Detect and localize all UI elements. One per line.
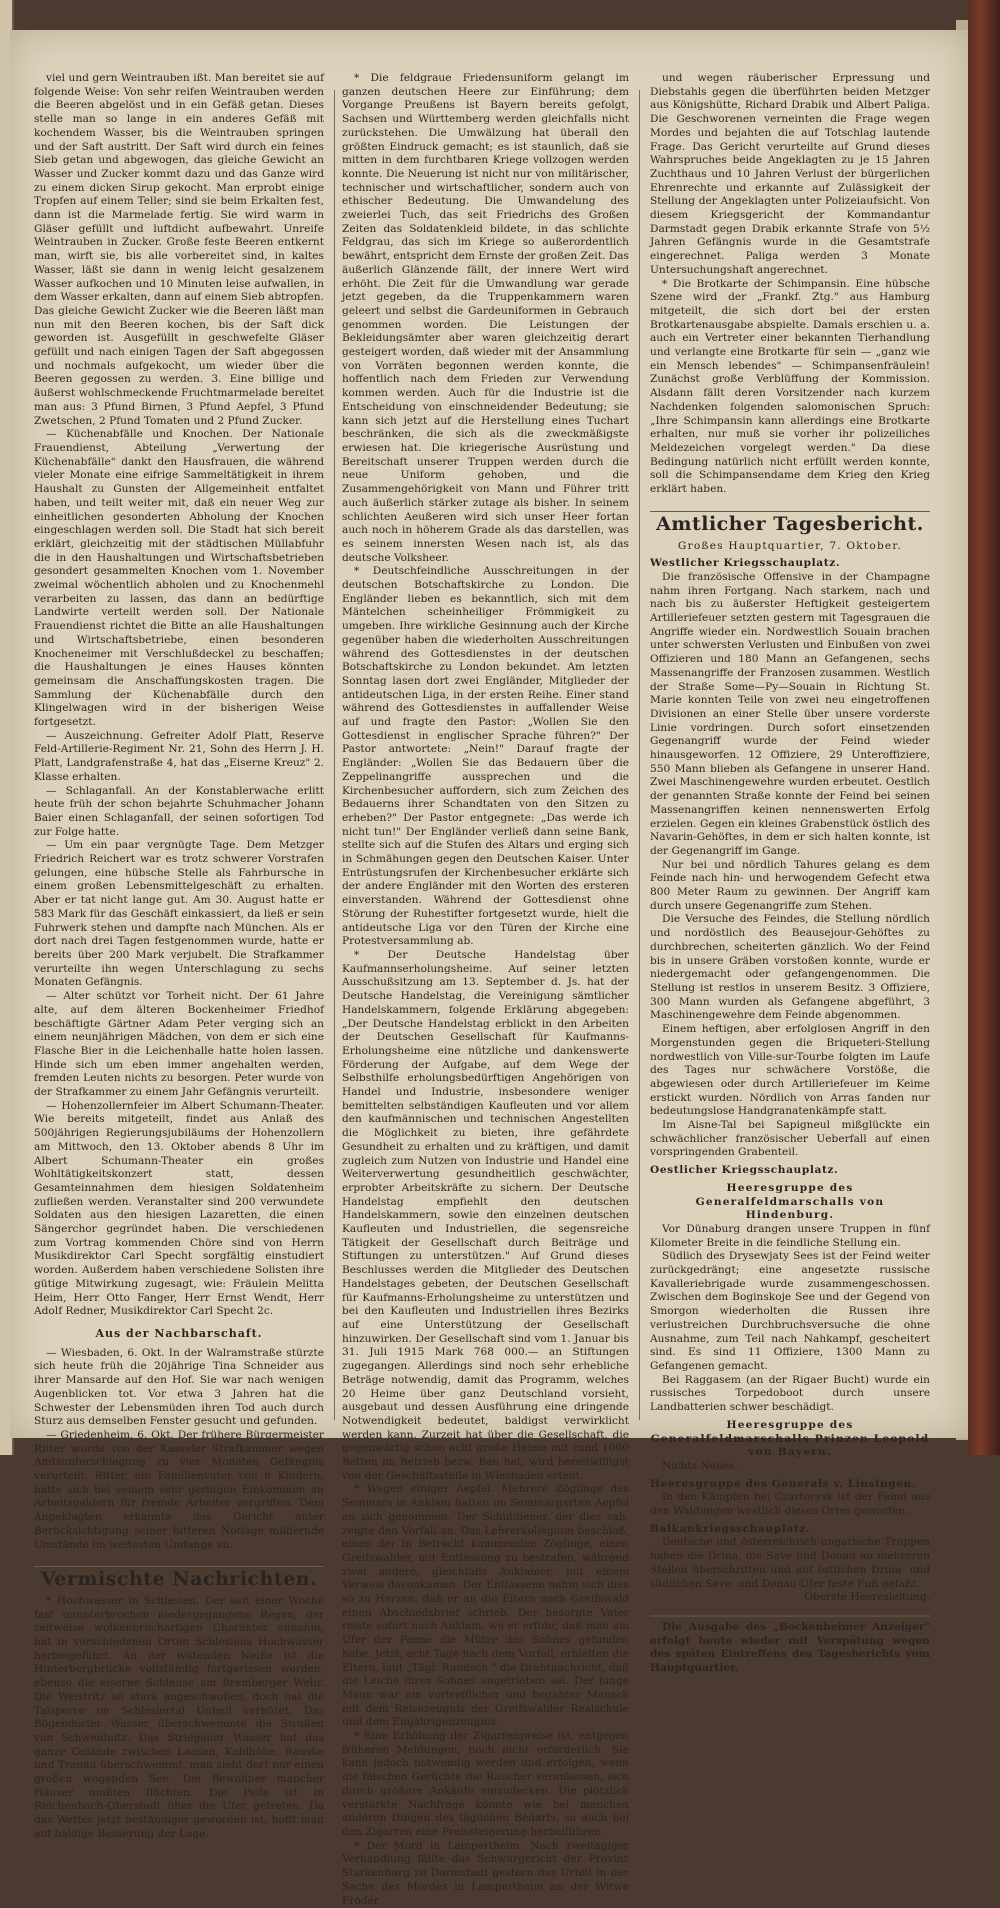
column-rule (639, 90, 640, 1420)
article-paragraph: * Eine Erhöhung der Zigarrenpreise ist, entgegen früheren Meldungen, noch nicht erforderlich. Sie kann jedoch notwendig werden und erfolgen, wenn die falschen Gerüchte die Raucher veranlassen, sich durch größere Ankäufe einzudecken. Die plötzlich verstärkte Nachfrage könnte wie bei manchen anderen Dingen des täglichen Bedarfs, so auch bei den Zigarren eine Preissteigerung herbeiführen. (342, 1730, 629, 1838)
report-paragraph: Nur bei und nördlich Tahures gelang es dem Feinde nach hin- und herwogendem Gefecht etwa 800 Meter Raum zu gewinnen. Der Angriff kam durch unsere Gegenangriffe zum Stehen. (650, 858, 930, 912)
article-paragraph: — Um ein paar vergnügte Tage. Dem Metzger Friedrich Reichert war es trotz schwerer Vorstrafen gelungen, eine hübsche Stelle als Fahrbursche in einem großen Lebensmittelgeschäft zu erhalten. Aber er tat nicht lange gut. Am 30. August hatte er 583 Mark für das Geschäft einkassiert, da ließ er sein Fuhrwerk stehen und dampfte nach München. Als er dort nach drei Tagen festgenommen wurde, hatte er bereits über 200 Mark verjubelt. Die Strafkammer verurteilte ihn wegen Unterschlagung zu sechs Monaten Gefängnis. (34, 839, 324, 989)
report-paragraph: Die französische Offensive in der Champagne nahm ihren Fortgang. Nach starkem, nach und nach bis zu äußerster Heftigkeit gesteigertem Artilleriefeuer setzten gestern mit Tagesgrauen die Angriffe wieder ein. Nordwestlich Souain brachen unter schwersten Verlusten und Einbußen von zwei Offizieren und 180 Mann an Gefangenen, sechs Massenangriffe der Franzosen zusammen. Westlich der Straße Some—Py—Souain in Richtung St. Marie konnten Teile von zwei neu eingetroffenen Divisionen an einer Stelle über unsere vorderste Linie vordringen. Durch sofort einsetzenden Gegenangriff wurde der Feind wieder hinausgeworfen. 12 Offiziere, 29 Unteroffiziere, 550 Mann blieben als Gefangene in unserer Hand. Zwei Maschinengewehre wurden erbeutet. Oestlich der genannten Straße konnte der Feind bei seinen Massenangriffen keinen nennenswerten Erfolg erzielen. Gegen ein kleines Grabenstück östlich des Navarin-Gehöftes, in dem er sich halten konnte, ist der Gegenangriff im Gange. (650, 570, 930, 857)
article-paragraph: — Küchenabfälle und Knochen. Der Nationale Frauendienst, Abteilung „Verwertung der Küchenabfälle" dankt den Hausfrauen, die während vieler Monate eine eifrige Sammeltätigkeit in ihrem Haushalt zu Gunsten der Allgemeinheit entfaltet haben, und teilt weiter mit, daß ein neuer Weg zur einheitlichen gesonderten Abholung der Knochen eingeschlagen werden soll. Die Stadt hat sich bereit erklärt, gleichzeitig mit der städtischen Müllabfuhr die in den Haushaltungen und Wirtschaftsbetrieben gesondert gesammelten Knochen vom 1. November zweimal wöchentlich abholen und zu Knochenmehl verarbeiten zu lassen, das dann an bedürftige Landwirte verteilt werden soll. Der Nationale Frauendienst richtet die Bitte an alle Haushaltungen und Wirtschaftsbetriebe, einen besonderen Knocheneimer mit Verschlußdeckel zu beschaffen; die Haushaltungen je eines Hauses könnten gemeinsam die Anschaffungskosten tragen. Die Sammlung der Küchenabfälle durch den Klingelwagen wird in der bisherigen Weise fortgesetzt. (34, 428, 324, 729)
article-paragraph: viel und gern Weintrauben ißt. Man bereitet sie auf folgende Weise: Von sehr reifen Weintrauben werden die Beeren abgelöst und in ein Gefäß getan. Dieses stelle man so lange in ein anderes Gefäß mit kochendem Wasser, bis die Weintrauben springen und der Saft austritt. Der Saft wird durch ein feines Sieb getan und abgewogen, das gleiche Gewicht an Wasser und Zucker kommt dazu und das Ganze wird zu einem dicken Sirup gekocht. Man erprobt einige Tropfen auf einem Teller; sind sie beim Erkalten fest, dann ist die Marmelade fertig. Sie wird warm in Gläser gefüllt und luftdicht aufbewahrt. Unreife Weintrauben in Zucker. Große feste Beeren entkernt man, wirft sie, bis alle vorbereitet sind, in kaltes Wasser, läßt sie dann in wenig leicht gesalzenem Wasser aufkochen und 10 Minuten leise aufwallen, in dem Wasser erkalten, dann auf einem Sieb abtropfen. Das gleiche Gewicht Zucker wie die Beeren läßt man nun mit den Beeren kochen, bis der Saft dick geworden ist. Ausgefüllt in geschwefelte Gläser gefüllt und nach einigen Tagen der Saft abgegossen und nochmals aufgekocht, um wieder über die Beeren gegossen zu werden. 3. Eine billige und äußerst wohlschmeckende Fruchtmarmelade bereitet man aus: 3 Pfund Birnen, 3 Pfund Aepfel, 3 Pfund Zwetschen, 2 Pfund Tomaten und 2 Pfund Zucker. (34, 72, 324, 427)
report-paragraph: Nichts Neues. (662, 1459, 738, 1472)
report-army-group: Heeresgruppe des Generalfeldmarschalls Prinzen Leopold von Bayern. (650, 1418, 930, 1459)
article-paragraph: — Auszeichnung. Gefreiter Adolf Platt, Reserve Feld-Artillerie-Regiment Nr. 21, Sohn des Herrn J. H. Platt, Landgrafenstraße 4, hat das „Eiserne Kreuz" 2. Klasse erhalten. (34, 729, 324, 783)
column-left (34, 72, 324, 1840)
newspaper-page (10, 30, 968, 1907)
report-paragraph: Im Aisne-Tal bei Sapigneul mißglückte ein schwächlicher französischer Ueberfall auf einen vorspringenden Grabenteil. (650, 1119, 930, 1159)
article-paragraph: * Deutschfeindliche Ausschreitungen in der deutschen Botschaftskirche zu London. Die Engländer lieben es bekanntlich, sich mit dem Mäntelchen scheinheiliger Frömmigkeit zu umgeben. Ihre wirkliche Gesinnung auch der Kirche gegenüber haben die wiederholten Ausschreitungen während des Gottesdienstes in der deutschen Botschaftskirche zu London bekundet. Am letzten Sonntag lasen dort zwei Engländer, Mitglieder der antideutschen Liga, in der ersten Reihe. Einer stand während des Gottesdienstes in auffallender Weise auf und fragte den Pastor: „Wollen Sie den Gottesdienst in englischer Sprache führen?" Der Pastor antwortete: „Nein!" Darauf fragte der Engländer: „Wollen Sie das Bedauern über die Zeppelinangriffe aussprechen und die Kirchenbesucher auffordern, sich zum Zeichen des Bedauerns ihrer Schandtaten von den Sitzen zu erheben?" Der Pastor entgegnete: „Das werde ich nicht tun!" Der Engländer verließ dann seine Bank, stellte sich auf die Stufen des Altars und erging sich in Schmähungen gegen den Deutschen Kaiser. Unter Entrüstungsrufen der Kirchenbesucher erklärte sich der andere Engländer mit den Worten des ersteren einverstanden. Während der Gottesdienst ohne Störung der Ruhestifter fortgesetzt wurde, hielt die antideutsche Liga vor den Türen der Kirche eine Protestversammlung ab. (342, 565, 629, 948)
article-paragraph: — Wiesbaden, 6. Okt. In der Walramstraße stürzte sich heute früh die 20jährige Tina Schneider aus ihrer Mansarde auf den Hof. Sie war nach wenigen Augenblicken tot. Vor etwa 3 Jahren hat die Schwester der Lebensmüden ihren Tod auch durch Sturz aus demselben Fenster gesucht und gefunden. (34, 1346, 324, 1428)
article-paragraph: * Der Deutsche Handelstag über Kaufmannserholungsheime. Auf seiner letzten Ausschußsitzung am 13. September d. Js. hat der Deutsche Handelstag, die Vereinigung sämtlicher Handelskammern, folgende Erklärung abgegeben: „Der Deutsche Handelstag erblickt in den Arbeiten der Deutschen Gesellschaft für Kaufmanns-Erholungsheime eine nützliche und dankenswerte Förderung der Aufgabe, auf dem Wege der Selbsthilfe erholungsbedürftigen Angehörigen von Handel und Industrie, insbesondere weniger bemittelten selbständigen Kaufleuten und vor allem den kaufmännischen und technischen Angestellten die Möglichkeit zu bieten, ihre gefährdete Gesundheit zu erhalten und zu kräftigen, und damit zugleich zum Nutzen von Industrie und Handel eine Weiterverwertung gesundheitlich geschwächter, erprobter Arbeitskräfte zu sichern. Der Deutsche Handelstag empfiehlt den deutschen Handelskammern, sowie den einzelnen deutschen Kaufleuten und Industriellen, die segensreiche Tätigkeit der Gesellschaft durch Beiträge und Stiftungen zu unterstützen." Auf Grund dieses Beschlusses werden die Mitglieder des Deutschen Handelstages gebeten, der Deutschen Gesellschaft für Kaufmanns-Erholungsheime zu unterstützen und bei den Kaufleuten und Industriellen ihres Bezirks auf eine Unterstützung der Gesellschaft hinzuwirken. Der Gesellschaft sind vom 1. Januar bis 31. Juli 1915 Mark 768 000.— an Stiftungen zugegangen. Allerdings sind noch sehr erhebliche Beträge notwendig, damit das Programm, welches 20 Heime über ganz Deutschland vorsieht, ausgebaut und dessen Ausführung eine dringende Notwendigkeit bedeutet, baldigst verwirklicht werden kann. Zurzeit hat über die Gesellschaft, die gegenwärtig schon acht große Heime mit rund 1000 Betten im Betrieb bezw. Bau hat, wird bereitwilligst von der Geschäftsstelle in Wiesbaden erteilt. (342, 949, 629, 1482)
report-army-group: Heeresgruppe des Generals v. Linsingen. (650, 1477, 917, 1490)
report-army-group: Heeresgruppe des Generalfeldmarschalls von Hindenburg. (695, 1181, 885, 1222)
report-paragraph: Südlich des Drysewjaty Sees ist der Feind weiter zurückgedrängt; eine angesetzte russische Kavalleriebrigade wurde zusammengeschossen. Zwischen dem Boginskoje See und der Gegend von Smorgon wiederholten die Russen ihre verlustreichen Durchbruchsversuche die ohne Ausnahme, zum Teil nach Nahkampf, gescheitert sind. Es sind 11 Offiziere, 1300 Mann zu Gefangenen gemacht. (650, 1250, 930, 1372)
section-heading-nachbarschaft: Aus der Nachbarschaft. (95, 1326, 263, 1340)
report-subheading: Oestlicher Kriegsschauplatz. (650, 1164, 839, 1177)
report-paragraph: Die Versuche des Feindes, die Stellung nördlich und nordöstlich des Beausejour-Gehöftes zu durchbrechen, scheiterten gänzlich. Wo der Feind bis in unsere Gräben vorstoßen konnte, wurde er niedergemacht oder gefangengenommen. Die Stellung ist restlos in unserem Besitz. 3 Offiziere, 300 Mann wurden als Gefangene abgeführt, 3 Maschinengewehre dem Feinde abgenommen. (650, 913, 930, 1022)
article-paragraph: * Hochwasser in Schlesien. Der seit einer Woche fast ununterbrochen niedergegangene Regen, der zeitweise wolkenbruchartigen Charakter annahm, hat in verschiedenen Orten Schlesiens Hochwasser herbeigeführt. An der wütenden Neiße ist die Hinterbergbrücke vollständig fortgerissen worden, ebenso die eiserne Schleuse am Bremberger Wehr. Die Weistritz ist stark angeschwollen, doch hat die Talsperre im Schlesiertal Unheil verhütet. Das Bögendorfer Wasser überschwemmte die Straßen von Schweidnitz. Das Striegauer Wasser hat das ganze Gelände zwischen Laasan, Kohlhöhe, Rauske und Tranau überschwemmt, man sieht dort nur einen großen wogenden See. Die Bewohner mancher Häuser mußten flüchten. Die Peile ist in Reichenbach-Oberstadt über die Ufer getreten. Da das Wetter jetzt beständiger geworden ist, hofft man auf baldige Besserung der Lage. (34, 1594, 324, 1840)
column-middle (342, 72, 629, 1907)
book-spine (968, 0, 1000, 1455)
article-paragraph: * Wegen einiger Aepfel. Mehrere Zöglinge des Seminars in Anklam hatten im Seminargarten Aepfel an sich genommen. Der Schuldiener, der dies sah, zeigte den Vorfall an. Das Lehrerkollegium beschloß, einen der in Betracht kommenden Zöglinge, einen Greifswalder, mit Entlassung zu bestrafen, während zwei andere, gleichfalls Anklamer, mit einem Verweis davonkamen. Der Entlassene nahm sich dies so zu Herzen, daß er an die Eltern nach Greifswald einen Abschiedsbrief schrieb. Der besorgte Vater reiste sofort nach Anklam, wo er erfuhr, daß man am Ufer der Peene die Mütze des Sohnes gefunden habe. Jetzt, acht Tage nach dem Vorfall, erhielten die Eltern, laut „Tägl. Rundsch." die Drahtnachricht, daß die Leiche ihres Sohnes angetrieben sei. Der junge Mann war ein vortrefflicher und begabter Mensch mit dem Reisezeugnis der Greifswalder Realschule und dem Einjährigenzeugnis. (342, 1483, 629, 1729)
article-paragraph: — Schlaganfall. An der Konstablerwache erlitt heute früh der schon bejahrte Schuhmacher Johann Baier einen Schlaganfall, der seinen sofortigen Tod zur Folge hatte. (34, 784, 324, 838)
report-paragraph: Bei Raggasem (an der Rigaer Bucht) wurde ein russisches Torpedoboot durch unsere Landbatterien schwer beschädigt. (650, 1373, 930, 1414)
delay-notice: Die Ausgabe des „Bockenheimer Anzeiger" erfolgt heute wieder mit Verspätung wegen des späten Eintreffens des Tagesberichts vom Hauptquartier. (650, 1615, 930, 1676)
column-right (650, 72, 930, 1675)
report-signature: Oberste Heeresleitung. (804, 1591, 930, 1604)
article-paragraph: und wegen räuberischer Erpressung und Diebstahls gegen die überführten beiden Metzger aus Königshütte, Richard Drabik und Albert Paliga. Die Geschworenen verneinten die Frage wegen Mordes und bejahten die auf Totschlag lautende Frage. Das Gericht verurteilte auf Grund dieses Wahrspruches beide Angeklagten zu je 15 Jahren Zuchthaus und 10 Jahren Verlust der bürgerlichen Ehrenrechte und erkannte auf Zulässigkeit der Stellung der Angeklagten unter Polizeiaufsicht. Von diesem Kriegsgericht der Kommandantur Darmstadt gegen Drabik erkannte Strafe von 5½ Jahren Gefängnis wurde in die Gesamtstrafe eingerechnet. Paliga werden 3 Monate Untersuchungshaft angerechnet. (650, 72, 930, 276)
article-paragraph: — Griedenheim, 6. Okt. Der frühere Bürgermeister Ritter wurde von der Kasseler Strafkammer wegen Amtsunterschlagung zu vier Monaten Gefängnis verurteilt. Ritter, ein Familienvater von 8 Kindern, hatte sich bei seinem sehr geringen Einkommen an Arbeitsgeldern für fremde Arbeiter vergriffen. Dem Angeklagten erkannte das Gericht unter Berücksichtigung seiner bitteren Notlage mildernde Umstände im weitesten Umfange zu. (34, 1428, 324, 1551)
article-paragraph: — Hohenzollernfeier im Albert Schumann-Theater. Wie bereits mitgeteilt, findet aus Anlaß des 500jährigen Regierungsjubiläums der Hohenzollern am Mittwoch, den 13. Oktober abends 8 Uhr im Albert Schumann-Theater ein großes Wohltätigkeitskonzert statt, dessen Gesamteinnahmen dem hiesigen Soldatenheim zufließen werden. Veranstalter sind 200 verwundete Soldaten aus den hiesigen Lazaretten, die einen Sängerchor gegründet haben. Die verschiedenen zum Vortrag kommenden Chöre sind von Herrn Musikdirektor Carl Specht sorgfältig einstudiert worden. Außerdem haben verschiedene Solisten ihre gütige Mitwirkung zugesagt, wie: Fräulein Melitta Heim, Herr Otto Fanger, Herr Ernst Wendt, Herr Adolf Redner, Musikdirektor Carl Specht 2c. (34, 1099, 324, 1318)
report-subheading: Westlicher Kriegsschauplatz. (650, 557, 841, 570)
report-paragraph: Einem heftigen, aber erfolglosen Angriff in den Morgenstunden gegen die Briqueteri-Stellung nordwestlich von Ville-sur-Tourbe folgten im Laufe des Tages nur schwächere Vorstöße, die abgewiesen oder durch Artilleriefeuer im Keime erstickt wurden. Nördlich von Arras fanden nur bedeutungslose Handgranatenkämpfe statt. (650, 1023, 930, 1118)
section-heading-tagesbericht: Amtlicher Tagesbericht. (650, 511, 930, 532)
article-paragraph: — Alter schützt vor Torheit nicht. Der 61 Jahre alte, auf dem älteren Bockenheimer Friedhof beschäftigte Gärtner Adam Peter verging sich an einem neunjährigen Mädchen, von dem er sich eine Flasche Bier in die Leichenhalle hatte holen lassen. Hinde sich um eben immer angehalten werden, fremden Leuten nichts zu besorgen. Peter wurde von der Strafkammer zu einem Jahr Gefängnis verurteilt. (34, 990, 324, 1099)
article-paragraph: * Der Mord in Lampertheim. Nach zweitägiger Verhandlung fällte das Schwurgericht der Provinz Starkenburg zu Darmstadt gestern das Urteil in der Sache des Mordes in Lampertheim an der Witwe Fröder (342, 1839, 629, 1907)
section-heading-vermischte: Vermischte Nachrichten. (34, 1566, 324, 1587)
report-paragraph: In den Kämpfen bei Czartorysk ist der Feind aus den Waldungen westlich dieses Ortes geworfen. (650, 1491, 930, 1518)
report-paragraph: Vor Dünaburg drangen unsere Truppen in fünf Kilometer Breite in die feindliche Stellung ein. (650, 1222, 930, 1249)
article-paragraph: * Die Brotkarte der Schimpansin. Eine hübsche Szene wird der „Frankf. Ztg." aus Hamburg mitgeteilt, die sich dort bei der ersten Brotkartenausgabe abspielte. Damals erschien u. a. auch ein Vertreter einer bekannten Tierhandlung und verlangte eine Brotkarte für sein — „ganz wie ein Mensch lebendes" — Schimpansenfräulein! Zunächst große Verblüffung der Kommission. Alsdann fällt deren Vorsitzender nach kurzem Nachdenken folgenden salomonischen Spruch: „Ihre Schimpansin kann allerdings eine Brotkarte erhalten, nur muß sie vorher ihr polizeiliches Meldezeichen vorgelegt werden." Da diese Bedingung natürlich nicht erfüllt werden konnte, soll die Schimpansendame dem Krieg den Krieg erklärt haben. (650, 277, 930, 496)
article-paragraph: * Die feldgraue Friedensuniform gelangt im ganzen deutschen Heere zur Einführung; dem Vorgange Preußens ist Bayern bereits gefolgt, Sachsen und Württemberg werden gleichfalls nicht zurückstehen. Die Umwälzung hat überall den größten Eindruck gemacht; es ist staunlich, daß sie mitten in dem furchtbaren Kriege vollzogen werden konnte. Die Neuerung ist nicht nur von militärischer, technischer und wirtschaftlicher, sondern auch von ethischer Bedeutung. Die Umwandelung des zweierlei Tuch, das seit Friedrichs des Großen Zeiten das Soldatenkleid bildete, in das schlichte Feldgrau, das sich im Kriege so außerordentlich bewährt, entspricht dem Ernste der großen Zeit. Das äußerlich Glänzende fällt, der innere Wert wird erhöht. Die Zeit für die Umwandlung war gerade jetzt gegeben, da die Truppenkammern waren geleert und selbst die Gardeuniformen in Gebrauch genommen worden. Die Leistungen der Bekleidungsämter aber waren gleichzeitig derart gesteigert worden, daß wieder mit der Ansammlung von Vorräten begonnen werden konnte, die hoffentlich nach dem Frieden zur Verwendung kommen werden. Auch für die Industrie ist die Entscheidung von einschneidender Bedeutung; sie kann sich jetzt auf die Herstellung eines Tuchart beschränken, die sich als die zweckmäßigste erwiesen hat. Die kriegerische Ausrüstung und Bereitschaft unserer Truppen werden durch die neue Uniform gehoben, und die Zusammengehörigkeit von Mann und Führer tritt auch äußerlich stärker zutage als bisher. In seinem schlichten Aeußeren wird sich unser Heer fortan auch noch in höherem Grade als das darstellen, was es seinem innersten Wesen nach ist, als das deutsche Volksheer. (342, 72, 629, 564)
report-dateline: Großes Hauptquartier, 7. Oktober. (677, 539, 903, 552)
report-subheading: Balkankriegsschauplatz. (650, 1522, 811, 1535)
report-paragraph: Deutsche und österreichisch-ungarische Truppen haben die Drina, die Save und Donau an mehreren Stellen überschritten und auf östlichen Drina- und südlichen Save- und Donau-Ufer feste Fuß gefaßt. (650, 1536, 930, 1590)
column-rule (334, 90, 335, 1420)
